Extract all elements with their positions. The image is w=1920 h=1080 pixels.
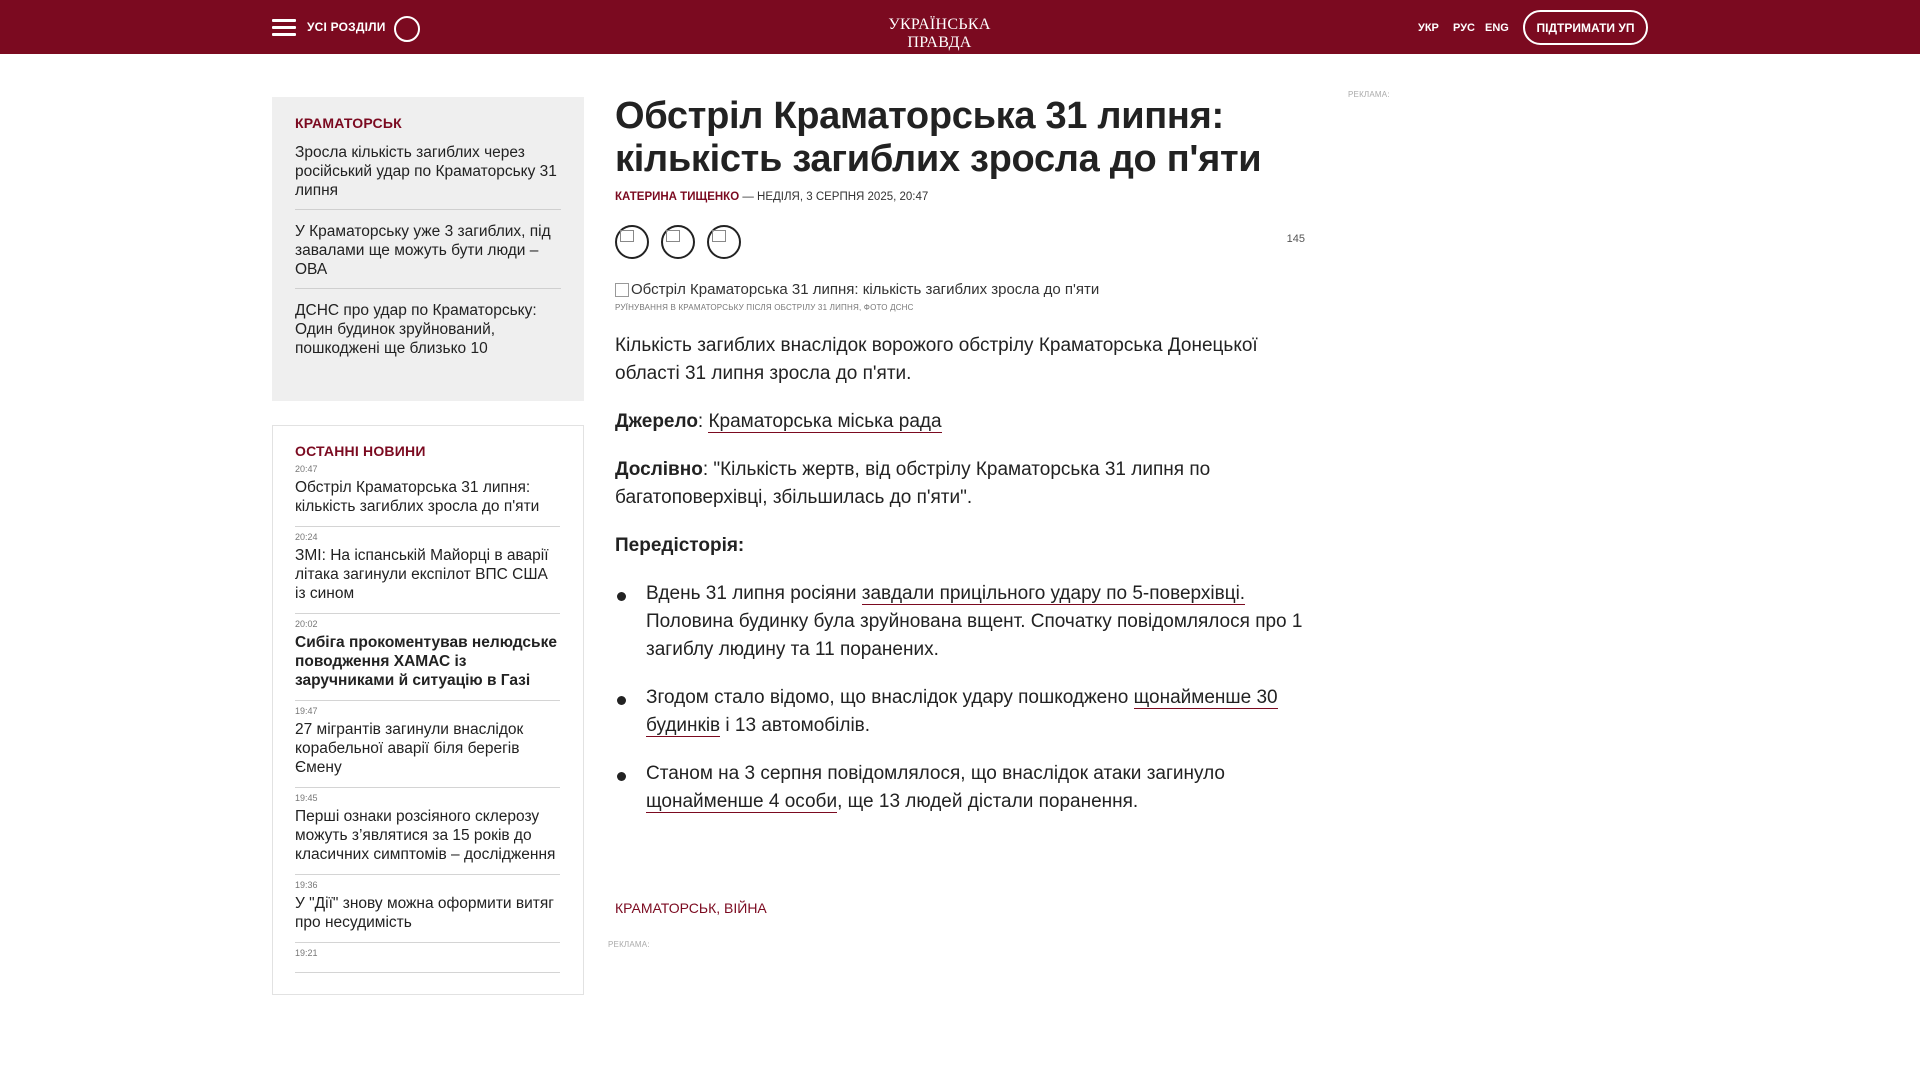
news-item[interactable] bbox=[295, 943, 560, 973]
news-title: Обстріл Краматорська 31 липня: кількість загиблих зросла до п'яти bbox=[295, 479, 540, 515]
related-section-title[interactable]: КРАМАТОРСЬК bbox=[295, 115, 402, 131]
share-telegram-icon[interactable] bbox=[707, 225, 741, 259]
search-icon[interactable] bbox=[394, 16, 420, 42]
related-news-box bbox=[272, 97, 584, 401]
related-item[interactable]: У Краматорську уже 3 загиблих, під завалами ще можуть бути люди – ОВА bbox=[295, 210, 561, 289]
quote-text: : "Кількість жертв, від обстрілу Краматорська 31 липня по багатоповерхівці, збільшилась до п'яти". bbox=[615, 459, 1211, 508]
tag-link[interactable]: ВІЙНА bbox=[724, 900, 767, 916]
hamburger-menu-icon[interactable] bbox=[272, 19, 296, 37]
news-time: 20:47 bbox=[295, 464, 318, 474]
views-count: 145 bbox=[1286, 233, 1305, 245]
news-time: 19:21 bbox=[295, 948, 318, 958]
source-paragraph bbox=[615, 408, 1305, 436]
broken-image-icon bbox=[615, 283, 629, 297]
bullet-link[interactable]: щонайменше 30 будинків bbox=[646, 687, 1278, 736]
related-item[interactable]: Зросла кількість загиблих через російський удар по Краматорську 31 липня bbox=[295, 131, 561, 210]
list-item bbox=[615, 760, 1305, 816]
list-item bbox=[615, 580, 1305, 664]
author-link[interactable]: КАТЕРИНА ТИЩЕНКО bbox=[615, 191, 740, 203]
source-label: Джерело bbox=[615, 411, 698, 432]
photo-caption: РУЇНУВАННЯ В КРАМАТОРСЬКУ ПІСЛЯ ОБСТРІЛУ 31 ЛИПНЯ, ФОТО ДСНС bbox=[615, 303, 914, 312]
latest-news-box bbox=[272, 425, 584, 995]
news-title: У "Дії" знову можна оформити витяг про несудимість bbox=[295, 895, 554, 931]
news-item[interactable] bbox=[295, 701, 560, 788]
latest-section-title[interactable]: ОСТАННІ НОВИНИ bbox=[295, 443, 426, 459]
site-logo[interactable]: УКРАЇНСЬКА ПРАВДА bbox=[888, 16, 991, 51]
background-list bbox=[615, 580, 1305, 816]
lang-ukr-link[interactable]: УКР bbox=[1418, 22, 1439, 34]
bullet-text: і 13 автомобілів. bbox=[720, 715, 871, 736]
news-title: ЗМІ: На іспанській Майорці в аварії літака загинули експілот ВПС США із сином bbox=[295, 547, 549, 602]
lang-eng-link[interactable]: ENG bbox=[1485, 22, 1509, 34]
ad-label: РЕКЛАМА: bbox=[608, 940, 650, 949]
background-label: Передісторія: bbox=[615, 535, 745, 556]
article-lead: Кількість загиблих внаслідок ворожого обстрілу Краматорська Донецької області 31 липня зросла до п'яти. bbox=[615, 335, 1258, 384]
news-item[interactable] bbox=[295, 875, 560, 943]
news-title: Сибіга прокоментував нелюдське поводження ХАМАС із заручниками й ситуацію в Газі bbox=[295, 634, 557, 689]
source-link[interactable]: Краматорська міська рада bbox=[708, 411, 942, 432]
share-facebook-icon[interactable] bbox=[615, 225, 649, 259]
lang-rus-link[interactable]: РУС bbox=[1453, 22, 1475, 34]
news-time: 20:24 bbox=[295, 532, 318, 542]
support-button[interactable]: ПІДТРИМАТИ УП bbox=[1523, 10, 1648, 45]
news-time: 20:02 bbox=[295, 619, 318, 629]
article-tags bbox=[615, 900, 767, 916]
article-photo bbox=[615, 281, 1305, 298]
quote-label: Дослівно bbox=[615, 459, 703, 480]
news-item[interactable] bbox=[295, 527, 560, 614]
bullet-text: Половина будинку була зруйнована вщент. Спочатку повідомлялося про 1 загиблу людину та 11 поранених. bbox=[646, 611, 1303, 660]
news-time: 19:36 bbox=[295, 880, 318, 890]
top-navigation-bar bbox=[0, 0, 1920, 54]
bullet-text: Згодом стало відомо, що внаслідок удару пошкоджено bbox=[646, 687, 1134, 708]
news-item[interactable] bbox=[295, 459, 560, 527]
background-heading bbox=[615, 532, 1305, 560]
ad-label: РЕКЛАМА: bbox=[1348, 90, 1390, 99]
article-headline: Обстріл Краматорська 31 липня: кількість загиблих зросла до п'яти bbox=[615, 95, 1262, 180]
news-time: 19:47 bbox=[295, 706, 318, 716]
news-item[interactable] bbox=[295, 614, 560, 701]
related-item[interactable]: ДСНС про удар по Краматорську: Один будинок зруйнований, пошкоджені ще близько 10 bbox=[295, 302, 537, 357]
article bbox=[615, 95, 1305, 836]
byline bbox=[615, 191, 1305, 203]
news-item[interactable] bbox=[295, 788, 560, 875]
list-item bbox=[615, 684, 1305, 740]
bullet-text: , ще 13 людей дістали поранення. bbox=[837, 791, 1139, 812]
tag-link[interactable]: КРАМАТОРСЬК bbox=[615, 900, 717, 916]
tag-separator: , bbox=[716, 900, 725, 916]
bullet-text: Станом на 3 серпня повідомлялося, що внаслідок атаки загинуло bbox=[646, 763, 1225, 784]
publish-date: НЕДІЛЯ, 3 СЕРПНЯ 2025, 20:47 bbox=[757, 191, 929, 203]
quote-paragraph bbox=[615, 456, 1305, 512]
photo-alt-text: Обстріл Краматорська 31 липня: кількість загиблих зросла до п'яти bbox=[631, 281, 1100, 298]
bullet-text: Вдень 31 липня росіяни bbox=[646, 583, 862, 604]
byline-separator: — bbox=[739, 191, 758, 203]
bullet-link[interactable]: щонайменше 4 особи bbox=[646, 791, 838, 812]
all-sections-link[interactable]: УСІ РОЗДІЛИ bbox=[307, 20, 386, 34]
bullet-link[interactable]: завдали прицільного удару по 5-поверхівці. bbox=[861, 583, 1246, 604]
news-title: 27 мігрантів загинули внаслідок корабельної аварії біля берегів Ємену bbox=[295, 721, 524, 776]
source-separator: : bbox=[697, 411, 709, 432]
share-row bbox=[615, 225, 1305, 261]
share-twitter-icon[interactable] bbox=[661, 225, 695, 259]
news-time: 19:45 bbox=[295, 793, 318, 803]
news-title: Перші ознаки розсіяного склерозу можуть з’являтися за 15 років до класичних симптомів – дослідження bbox=[295, 808, 556, 863]
